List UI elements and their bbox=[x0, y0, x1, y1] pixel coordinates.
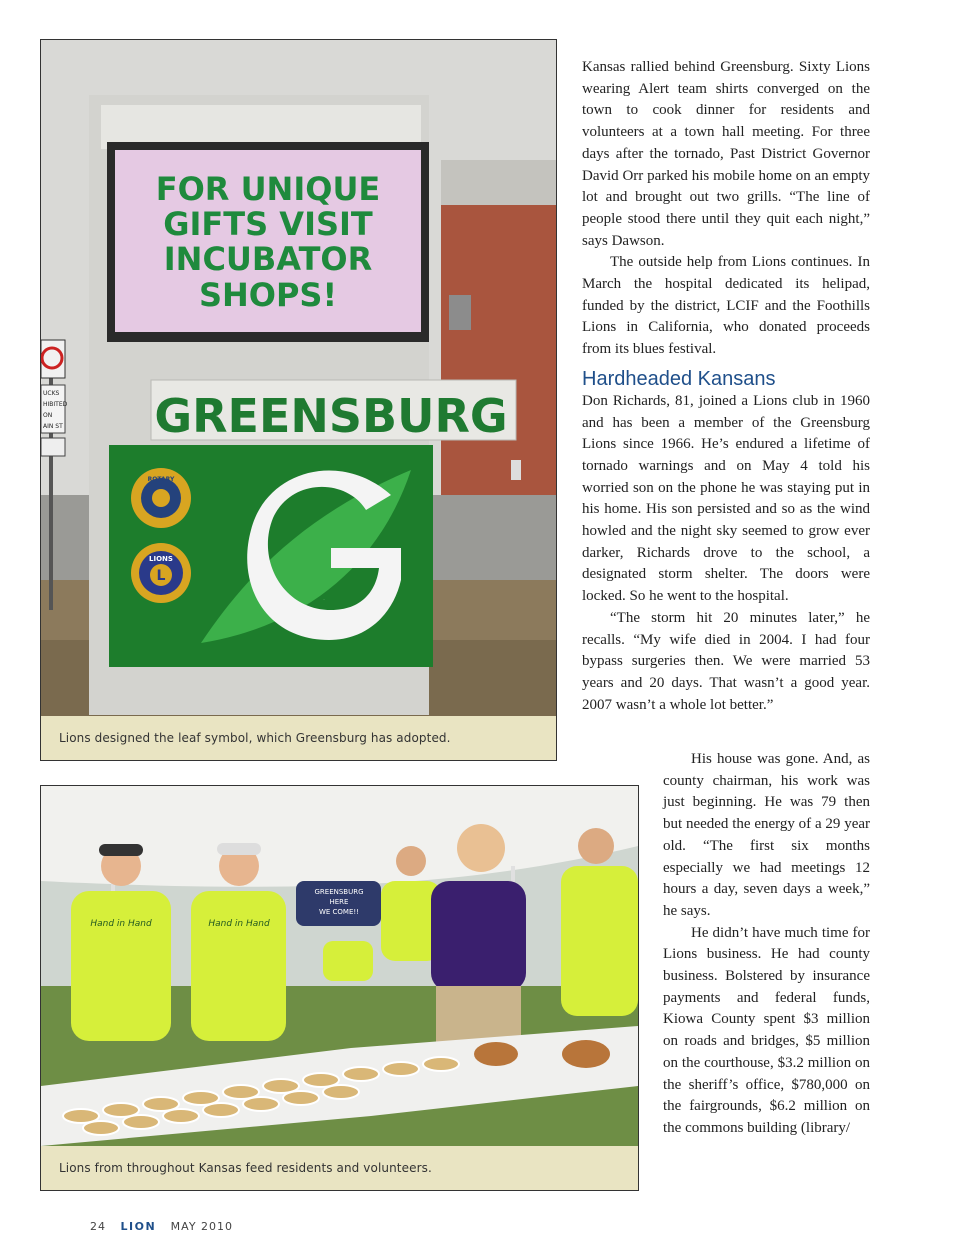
road-sign-line-3: ON bbox=[43, 412, 53, 419]
photo-caption-volunteers: Lions from throughout Kansas feed residents and volunteers. bbox=[59, 1161, 432, 1175]
article-paragraph-6: He didn’t have much time for Lions business. He had county business. Bolstered by insurance payments and federal funds, Kiowa County spent $3 million on roads and bridges, $5 million on the courthouse, $3.2 million on the sheriff’s office, $780,000 on the fairgrounds, $6.2 million on the commons building (library/ bbox=[663, 924, 870, 1136]
article-paragraph-4: “The storm hit 20 minutes later,” he recalls. “My wife died in 2004. I had four bypass surgeries then. We were married 53 years and 20 days. That wasn’t a good year. 2007 wasn’t a whole lot better.” bbox=[582, 609, 870, 713]
road-sign-line-1: UCKS bbox=[43, 390, 60, 397]
article-paragraph-3: Don Richards, 81, joined a Lions club in 1960 and has been a member of the Greensburg Lions since 1966. He’s endured a lifetime of tornado warnings and on May 4 told his worried son on the phone he was staying put in his home. His son persisted and so as the wind howled and the night sky seemed to grow ever darker, Richards drove to the school, a designated storm shelter. The doors were locked. So he went to the hospital. bbox=[582, 392, 870, 605]
article-paragraph-2: The outside help from Lions continues. In March the hospital dedicated its helipad, funded by the district, LCIF and the Foothills Lions in California, who donated proceeds from its blues festival. bbox=[582, 254, 870, 358]
article-paragraph-5: His house was gone. And, as county chairman, his work was just beginning. He was 79 then but needed the energy of a 29 year old. “The first six months especially we had meetings 12 hours a day, seven days a week,” he says. bbox=[663, 751, 870, 919]
photo-feeding-figure bbox=[40, 785, 639, 1191]
issue-date: MAY 2010 bbox=[170, 1220, 234, 1233]
photo-caption-sign: Lions designed the leaf symbol, which Greensburg has adopted. bbox=[59, 731, 451, 745]
article-column-upper bbox=[582, 57, 870, 716]
shirt-text-1: Hand in Hand bbox=[90, 919, 152, 929]
sign-line-2: GIFTS VISIT bbox=[163, 205, 373, 243]
sign-line-3: INCUBATOR bbox=[163, 240, 373, 278]
section-heading: Hardheaded Kansans bbox=[582, 367, 776, 390]
lions-emblem-text: LIONS bbox=[149, 555, 173, 563]
magazine-name: LION bbox=[120, 1220, 157, 1233]
article-column-lower bbox=[663, 749, 870, 1140]
logo-letter: G bbox=[323, 600, 325, 601]
page-footer bbox=[90, 1220, 233, 1233]
page-number: 24 bbox=[90, 1220, 106, 1233]
sign-line-1: FOR UNIQUE bbox=[155, 170, 381, 208]
road-sign-line-2: HIBITED bbox=[43, 401, 68, 408]
lions-emblem-letter: L bbox=[156, 568, 166, 584]
car-sign-line-2: HERE bbox=[329, 898, 349, 906]
article-paragraph-1: Kansas rallied behind Greensburg. Sixty Lions wearing Alert team shirts converged on the town to cook dinner for residents and volunteers at a town hall meeting. For three days after the tornado, Past District Governor David Orr parked his mobile home on an empty lot and brought out two grills. “The line of people stood there until they quit each night,” says Dawson. bbox=[582, 59, 870, 249]
photo-sign-figure bbox=[40, 39, 557, 761]
road-sign-line-4: AIN ST bbox=[43, 423, 63, 430]
town-name-sign: GREENSBURG bbox=[154, 389, 508, 443]
volunteers-photo bbox=[41, 786, 638, 1146]
car-sign-line-3: WE COME!! bbox=[318, 908, 360, 916]
car-sign-line-1: GREENSBURG bbox=[314, 888, 364, 896]
greensburg-sign-photo bbox=[41, 40, 556, 716]
sign-line-4: SHOPS! bbox=[198, 276, 338, 314]
shirt-text-2: Hand in Hand bbox=[208, 919, 270, 929]
rotary-emblem-text: ROTARY bbox=[147, 476, 175, 483]
